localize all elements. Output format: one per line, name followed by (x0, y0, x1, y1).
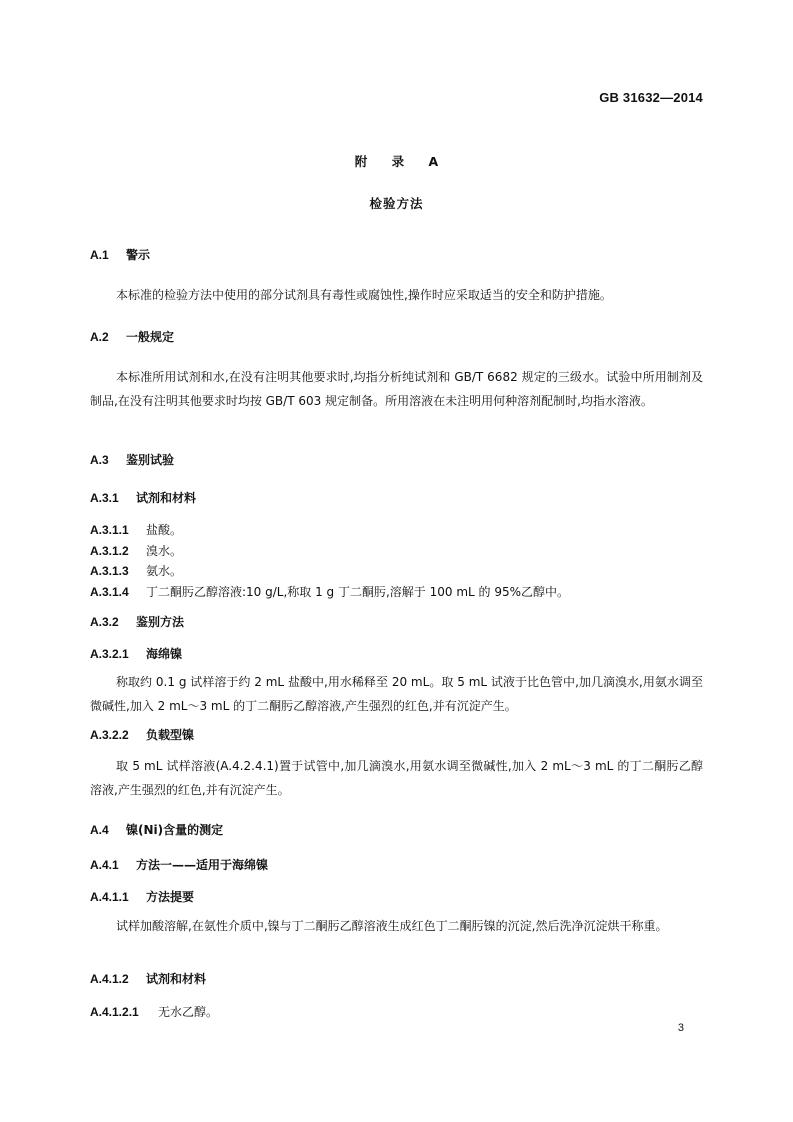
paragraph-a322: 取 5 mL 试样溶液(A.4.2.4.1)置于试管中,加几滴溴水,用氨水调至微碱性,加入 2 mL～3 mL 的丁二酮肟乙醇溶液,产生强烈的红色,并有沉淀产生。 (90, 759, 703, 797)
heading-a41 (90, 856, 268, 873)
section-number: A.4.1.1 (90, 890, 129, 904)
item-number: A.3.1.2 (90, 544, 129, 558)
section-title: 警示 (126, 248, 151, 262)
section-title: 鉴别试验 (126, 453, 175, 467)
heading-a4 (90, 821, 223, 838)
item-text: 无水乙醇。 (158, 1005, 219, 1019)
section-title: 试剂和材料 (136, 491, 197, 505)
item-a4121 (90, 1003, 218, 1020)
heading-a3 (90, 451, 174, 468)
item-a312 (90, 542, 182, 559)
section-number: A.3.2.1 (90, 647, 129, 661)
section-number: A.3.2.2 (90, 728, 129, 742)
annex-title: 附 录 A (354, 154, 449, 169)
section-number: A.3.1 (90, 491, 119, 505)
item-a313 (90, 562, 182, 579)
paragraph-a411: 试样加酸溶解,在氨性介质中,镍与丁二酮肟乙醇溶液生成红色丁二酮肟镍的沉淀,然后洗净沉淀烘干称重。 (116, 919, 668, 933)
heading-a321 (90, 645, 182, 662)
item-text: 溴水。 (146, 544, 183, 558)
section-title: 方法一——适用于海绵镍 (136, 858, 269, 872)
item-number: A.4.1.2.1 (90, 1005, 139, 1019)
heading-a1 (90, 246, 150, 263)
item-number: A.3.1.1 (90, 523, 129, 537)
page-number: 3 (677, 1022, 684, 1034)
item-text: 氨水。 (146, 564, 183, 578)
heading-a32 (90, 613, 184, 630)
section-number: A.4 (90, 823, 109, 837)
item-text: 盐酸。 (146, 523, 183, 537)
item-number: A.3.1.4 (90, 585, 129, 599)
section-number: A.4.1 (90, 858, 119, 872)
section-number: A.1 (90, 248, 109, 262)
item-text: 丁二酮肟乙醇溶液:10 g/L,称取 1 g 丁二酮肟,溶解于 100 mL 的 95%乙醇中。 (146, 585, 570, 599)
section-number: A.3.2 (90, 615, 119, 629)
item-number: A.3.1.3 (90, 564, 129, 578)
section-title: 鉴别方法 (136, 615, 185, 629)
section-number: A.3 (90, 453, 109, 467)
section-title: 负载型镍 (146, 728, 195, 742)
section-title: 试剂和材料 (146, 972, 207, 986)
section-number: A.4.1.2 (90, 972, 129, 986)
annex-subtitle: 检验方法 (369, 196, 424, 211)
section-number: A.2 (90, 330, 109, 344)
section-title: 海绵镍 (146, 647, 183, 661)
paragraph-a321: 称取约 0.1 g 试样溶于约 2 mL 盐酸中,用水稀释至 20 mL。取 5 mL 试液于比色管中,加几滴溴水,用氨水调至微碱性,加入 2 mL～3 mL 的丁二酮肟乙醇溶液,产生强烈的红色,并有沉淀产生。 (90, 675, 703, 713)
standard-code: GB 31632—2014 (599, 90, 703, 105)
heading-a411 (90, 888, 194, 905)
section-title: 镍(Ni)含量的测定 (126, 823, 224, 837)
section-title: 一般规定 (126, 330, 175, 344)
paragraph-a2: 本标准所用试剂和水,在没有注明其他要求时,均指分析纯试剂和 GB/T 6682 规定的三级水。试验中所用制剂及制品,在没有注明其他要求时均按 GB/T 603 规定制备。所用溶液在未注明用何种溶剂配制时,均指水溶液。 (90, 370, 703, 408)
heading-a322 (90, 726, 194, 743)
paragraph-a1: 本标准的检验方法中使用的部分试剂具有毒性或腐蚀性,操作时应采取适当的安全和防护措施。 (116, 288, 612, 302)
heading-a31 (90, 489, 196, 506)
item-a314 (90, 583, 569, 600)
item-a311 (90, 521, 182, 538)
section-title: 方法提要 (146, 890, 195, 904)
heading-a2 (90, 328, 174, 345)
heading-a412 (90, 970, 206, 987)
